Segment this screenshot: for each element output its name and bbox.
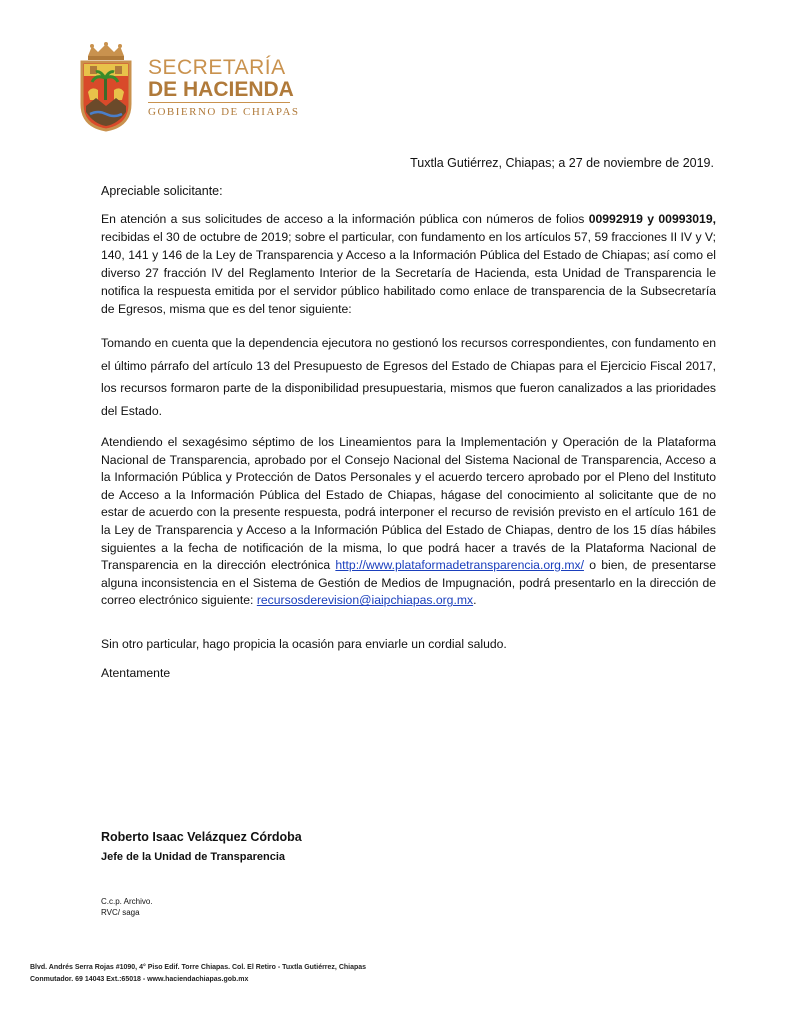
letter-date: Tuxtla Gutiérrez, Chiapas; a 27 de noviembre de 2019. — [410, 156, 714, 170]
appeal-text-a: Atendiendo el sexagésimo séptimo de los Lineamientos para la Implementación y Operación de la Plataforma Nacional de Transparencia, aprobado por el Consejo Nacional del Sistema Nacional de Transparencia, Acceso a la Información Pública y Protección de Datos Personales y el acuerdo tercero aprobado por el Pleno del Instituto de Acceso a la Información Pública del Estado de Chiapas, hágase del conocimiento al solicitante que de no estar de acuerdo con la presente respuesta, podrá interponer el recurso de revisión previsto en el artículo 161 de la Ley de Transparencia y Acceso a la Información Pública del Estado de Chiapas, dentro de los 15 días hábiles siguientes a la fecha de notificación de la misma, lo que podrá hacer a través de la Plataforma Nacional de Transparencia en la dirección electrónica — [101, 435, 716, 573]
paragraph-appeal — [101, 434, 716, 610]
appeal-text-c: . — [473, 593, 477, 608]
paragraph-response: Tomando en cuenta que la dependencia ejecutora no gestionó los recursos correspondientes, con fundamento en el último párrafo del artículo 13 del Presupuesto de Egresos del Estado de Chiapas para el Ejercicio Fiscal 2017, los recursos formaron parte de la disponibilidad presupuestaria, mismos que fueron canalizados a las prioridades del Estado. — [101, 336, 716, 418]
signer-name: Roberto Isaac Velázquez Córdoba — [101, 830, 302, 844]
intro-text-a: En atención a sus solicitudes de acceso a la información pública con números de folios — [101, 212, 589, 226]
paragraph-intro — [101, 210, 716, 318]
appeal-text-b: o bien, de presentarse alguna inconsistencia en el Sistema de Gestión de Medios de Impugnación, podrá presentarlo en la dirección de correo electrónico siguiente: — [101, 558, 717, 608]
chiapas-coat-of-arms-icon — [78, 42, 134, 132]
logo-secretaria-hacienda — [78, 42, 318, 132]
footer-line-1: Blvd. Andrés Serra Rojas #1090, 4° Piso Edif. Torre Chiapas. Col. El Retiro - Tuxtla Gutiérrez, Chiapas — [30, 964, 367, 971]
folio-numbers: 00992919 y 00993019, — [588, 212, 716, 226]
brand-gobierno: GOBIERNO DE CHIAPAS — [148, 106, 300, 118]
salutation: Apreciable solicitante: — [101, 184, 223, 198]
footer-address — [30, 962, 366, 986]
plataforma-link[interactable]: http://www.plataformadetransparencia.org.mx/ — [335, 558, 584, 573]
signer-title: Jefe de la Unidad de Transparencia — [101, 851, 286, 863]
brand-secretaria: SECRETARÍA — [148, 56, 286, 79]
footer-line-2: Conmutador. 69 14043 Ext.:65018 - www.haciendachiapas.gob.mx — [30, 976, 249, 983]
ccp-block — [101, 896, 153, 918]
recursos-email-link[interactable]: recursosderevision@iaipchiapas.org.mx — [256, 593, 474, 608]
ccp-line-1: C.c.p. Archivo. — [101, 897, 153, 906]
intro-text-b: recibidas el 30 de octubre de 2019; sobre el particular, con fundamento en los artículos 57, 59 fracciones II IV y V; 140, 141 y 146 de la Ley de Transparencia y Acceso a la Información Pública del Estado de Chiapas; así como el diverso 27 fracción IV del Reglamento Interior de la Secretaría de Hacienda, esta Unidad de Transparencia le notifica la respuesta emitida por el servidor público habilitado como enlace de transparencia de la Subsecretaría de Egresos, misma que es del tenor siguiente: — [101, 230, 716, 316]
closing: Atentamente — [101, 666, 171, 680]
ccp-line-2: RVC/ saga — [101, 908, 140, 917]
brand-divider — [148, 102, 290, 103]
brand-de-hacienda: DE HACIENDA — [148, 78, 294, 101]
paragraph-farewell: Sin otro particular, hago propicia la ocasión para enviarle un cordial saludo. — [101, 637, 507, 651]
